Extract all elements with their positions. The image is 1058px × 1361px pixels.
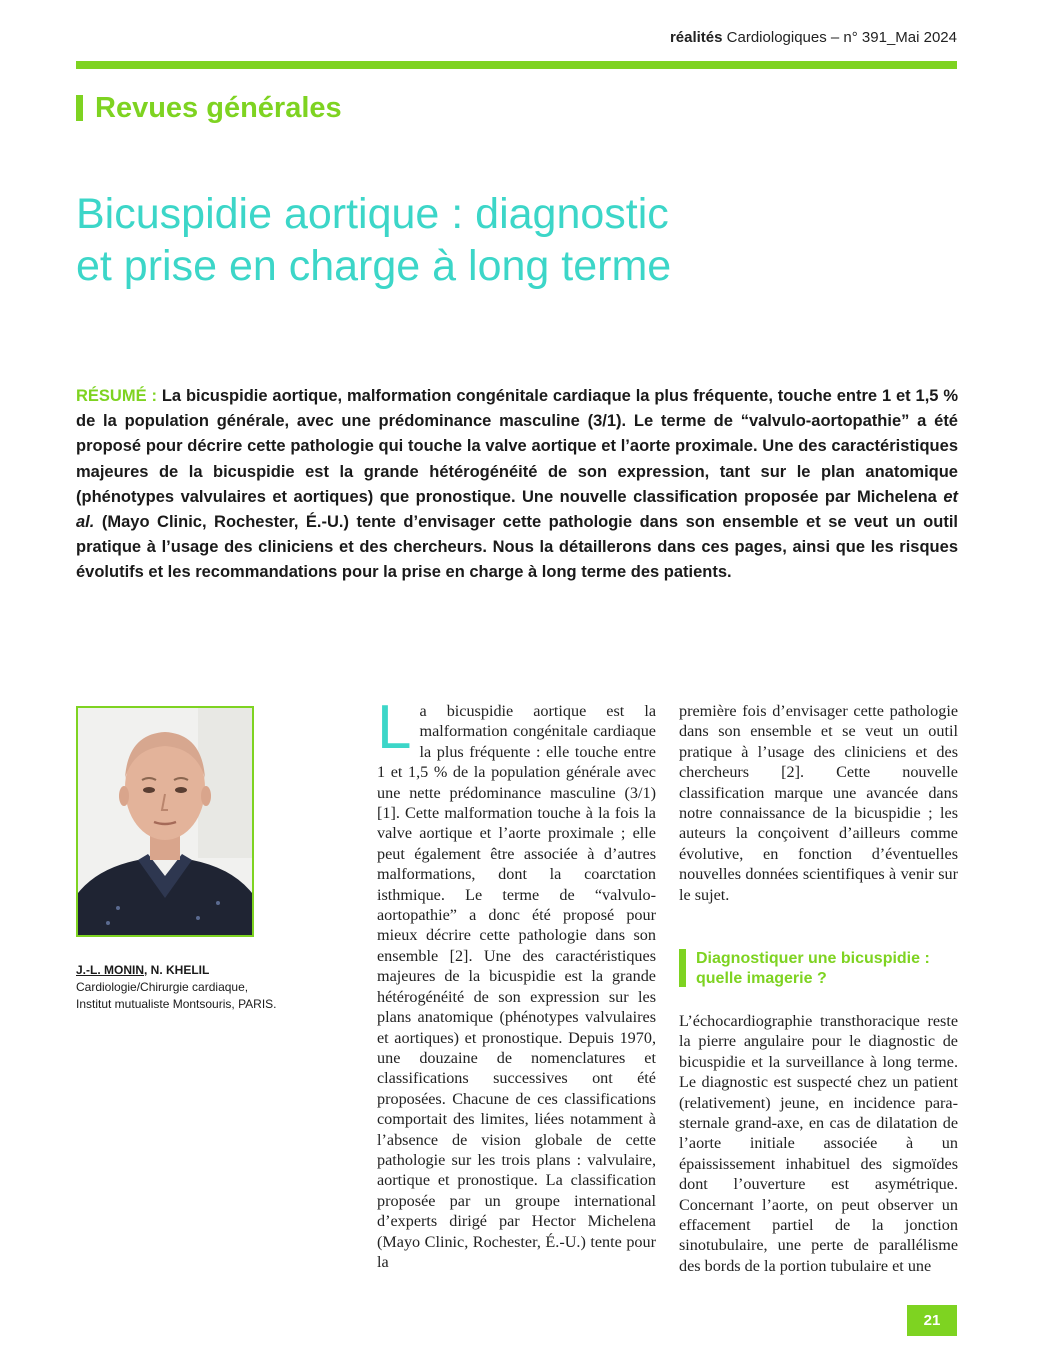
drop-cap: L	[377, 693, 412, 762]
header-rule	[76, 61, 957, 69]
author-affiliation-1: Cardiologie/Chirurgie cardiaque,	[76, 980, 249, 994]
section-marker	[76, 95, 83, 121]
author-affiliation-2: Institut mutualiste Montsouris, PARIS.	[76, 997, 277, 1011]
abstract-text-1: La bicuspidie aortique, malformation congénitale cardiaque la plus fréquente, touche entre 1 et 1,5 % de la population générale, avec une prédominance masculine (3/1). Le terme de “valvulo-aortopathie” a été proposé pour décrire cette pathologie qui touche la valve aortique et l’aorte proximale. Une des caractéristiques majeures de la bicuspidie est la grande hétérogénéité de son expression, tant sur le plan anatomique (phénotypes valvulaires et aortiques) que pronostique. Une nouvelle classification proposée par Michelena	[76, 387, 959, 506]
abstract	[76, 384, 958, 586]
body-column-middle	[377, 693, 656, 1272]
body-column-right-bottom	[679, 1011, 958, 1276]
abstract-text-2: (Mayo Clinic, Rochester, É.-U.) tente d’envisager cette pathologie dans son ensemble et se veut un outil pratique à l’usage des cliniciens et des chercheurs. Nous la détaillerons dans ces pages, ainsi que les risques évolutifs et les recommandations pour la prise en charge à long terme des patients.	[76, 513, 958, 582]
author-name-2: N. KHELIL	[150, 963, 210, 977]
author-photo	[76, 706, 254, 937]
author-block	[76, 962, 326, 1013]
journal-issue: Cardiologiques – n° 391_Mai 2024	[726, 29, 957, 46]
section-label: Revues générales	[95, 91, 342, 124]
author-portrait-illustration	[78, 708, 252, 935]
journal-name: réalités	[669, 29, 723, 46]
subheading	[679, 949, 959, 989]
article-title-line-2: et prise en charge à long terme	[76, 242, 672, 290]
body-text-middle: a bicuspidie aortique est la malformation congénitale cardiaque la plus fréquente : elle touche entre 1 et 1,5 % de la population générale avec une nette prédominance masculine (3/1) [1]. Cette malformation touche à la fois la valve aortique et l’aorte proximale ; elle peut également être associée à d’autres malformations, dont la coarctation isthmique. Le terme de “valvulo-aortopathie” a donc été proposé pour mieux décrire cette pathologie dans son ensemble [2]. Une des caractéristiques majeures de la bicuspidie est la grande hétérogénéité de son expression sur les plans anatomique (phénotypes valvulaires et aortiques) et pronostique. Depuis 1970, une douzaine de nomenclatures et classifications successives ont été proposées. Chacune de ces classifications comportait des limites, liées notamment à l’absence de vision globale de cette pathologie sur les trois plans : valvulaire, aortique et pronostique. La classification proposée par un groupe international d’experts dirigé par Hector Michelena (Mayo Clinic, Rochester, É.-U.) tente pour la	[377, 702, 656, 1271]
subheading-text: Diagnostiquer une bicuspidie : quelle imagerie ?	[696, 950, 930, 987]
journal-header	[670, 29, 957, 46]
author-separator: ,	[144, 963, 151, 977]
body-text-right-bottom: L’échocardiographie transthoracique reste la pierre angulaire pour le diagnostic de bicuspidie et la surveillance à long terme. Le diagnostic est suspecté chez un patient (relativement) jeune, en incidence para-sternale grand-axe, en cas de dilatation de l’aorte initiale associée à un épaississement inhabituel des sigmoïdes dont l’ouverture est asymétrique. Concernant l’aorte, on peut observer un effacement partiel de la jonction sinotubulaire, une perte de parallélisme des bords de la portion tubulaire et une	[679, 1012, 958, 1275]
author-names	[76, 962, 326, 979]
section-heading	[76, 92, 342, 124]
article-title	[76, 188, 956, 292]
abstract-italic: et al.	[76, 487, 958, 532]
subheading-marker	[679, 949, 686, 987]
article-title-line-1: Bicuspidie aortique : diagnostic	[76, 190, 669, 238]
body-column-right-top	[679, 701, 958, 905]
author-name-1: J.-L. MONIN	[76, 963, 144, 977]
body-paragraph-intro	[377, 693, 656, 1272]
abstract-label: RÉSUMÉ :	[76, 387, 157, 405]
body-text-right-top: première fois d’envisager cette pathologie dans son ensemble et se veut un outil pratique à l’usage des cliniciens et des chercheurs [2]. Cette nouvelle classification marque une avancée dans notre connaissance de la bicuspidie ; les auteurs la conçoivent d’ailleurs comme évolutive, en fonction d’éventuelles nouvelles données scientifiques à venir sur le sujet.	[679, 702, 958, 904]
page-number: 21	[907, 1305, 957, 1336]
